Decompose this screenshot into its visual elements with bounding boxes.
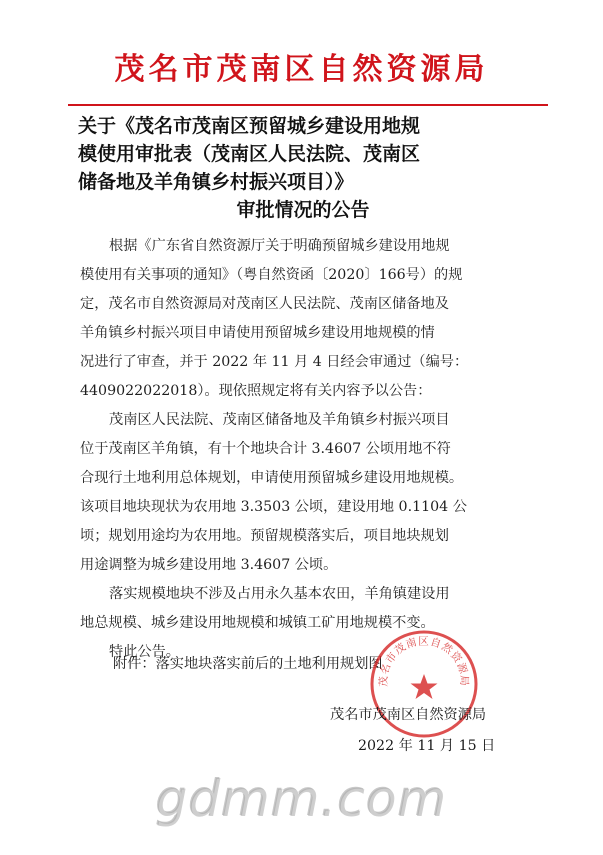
- body-line: 该项目地块现状为农用地 3.3503 公顷，建设用地 0.1104 公: [80, 499, 467, 515]
- body-line: 地总规模、城乡建设用地规模和城镇工矿用地规模不变。: [80, 615, 435, 631]
- title-line: 储备地及羊角镇乡村振兴项目）》: [78, 171, 354, 193]
- body-line: 模使用有关事项的通知》（粤自然资函〔2020〕166号）的规: [80, 267, 463, 283]
- body-line: 合现行土地利用总体规划，申请使用预留城乡建设用地规模。: [80, 470, 464, 486]
- body-line: 茂南区人民法院、茂南区储备地及羊角镇乡村振兴项目: [109, 412, 450, 428]
- signature-date: 2022 年 11 月 15 日: [358, 738, 496, 754]
- svg-text:茂名市茂南区自然资源局: 茂名市茂南区自然资源局: [377, 635, 471, 687]
- body-line: 羊角镇乡村振兴项目申请使用预留城乡建设用地规模的情: [80, 325, 435, 341]
- body-line: 定，茂名市自然资源局对茂南区人民法院、茂南区储备地及: [80, 296, 449, 312]
- title-line: 关于《茂名市茂南区预留城乡建设用地规: [78, 115, 421, 137]
- body-line: 位于茂南区羊角镇，有十个地块合计 3.4607 公顷用地不符: [80, 441, 451, 457]
- site-watermark: gdmm.com: [155, 770, 448, 828]
- body-line: 4409022022018）。现依照规定将有关内容予以公告：: [80, 383, 432, 399]
- seal-star-icon: [411, 674, 438, 699]
- body-line: 用途调整为城乡建设用地 3.4607 公顷。: [80, 557, 338, 573]
- notice-body: [80, 232, 535, 667]
- body-line: 落实规模地块不涉及占用永久基本农田，羊角镇建设用: [109, 586, 450, 602]
- attachment-note: 附件：落实地块落实前后的土地利用规划图: [113, 656, 383, 672]
- signature-org: 茂名市茂南区自然资源局: [330, 707, 487, 723]
- red-divider-line: [68, 104, 548, 106]
- title-line: 审批情况的公告: [236, 199, 370, 221]
- agency-header: 茂名市茂南区自然资源局: [114, 52, 489, 87]
- body-line: 况进行了审查，并于 2022 年 11 月 4 日经会审通过（编号：: [80, 354, 469, 370]
- notice-title: [78, 112, 528, 224]
- body-line: 根据《广东省自然资源厅关于明确预留城乡建设用地规: [109, 238, 450, 254]
- body-line: 顷；规划用途均为农用地。预留规模落实后，项目地块规划: [80, 528, 449, 544]
- title-line: 模使用审批表（茂南区人民法院、茂南区: [78, 143, 421, 165]
- body-line: 特此公告。: [109, 644, 180, 660]
